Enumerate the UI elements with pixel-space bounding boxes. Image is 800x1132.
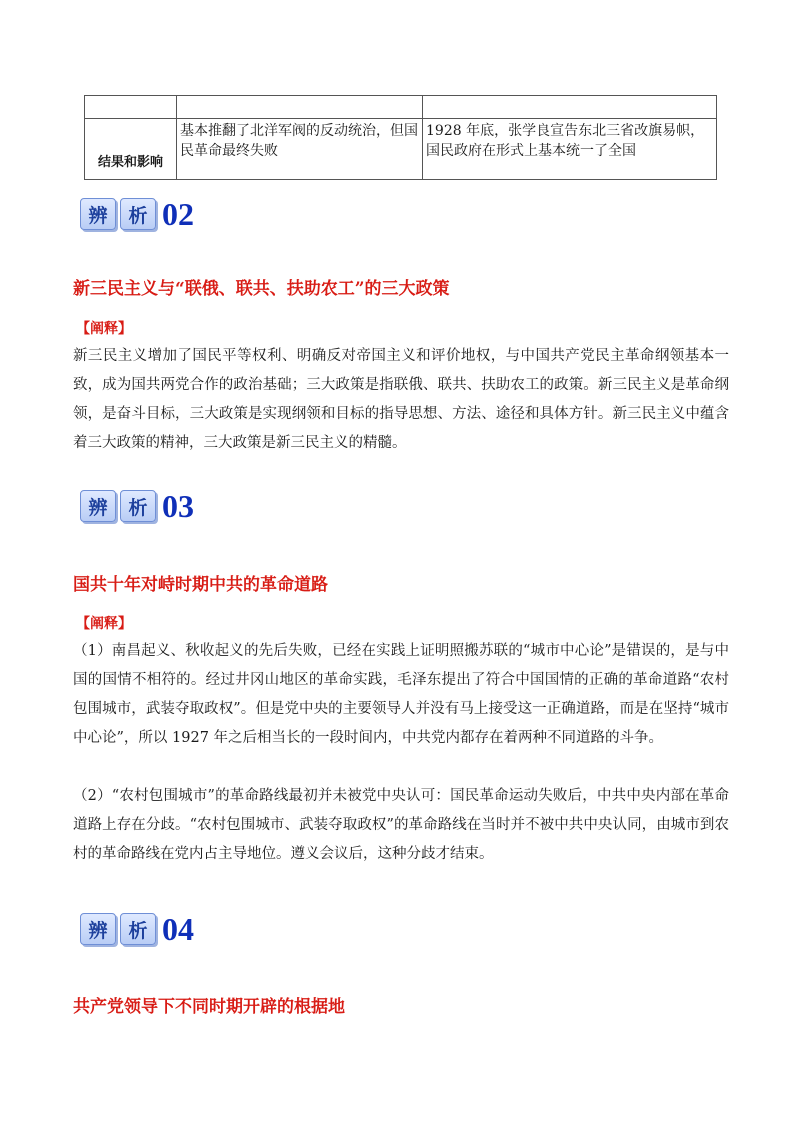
badge-char: 析: [120, 490, 156, 522]
table-cell: [423, 96, 717, 119]
badge-char: 辨: [80, 198, 116, 230]
section-badge-03: [80, 482, 194, 522]
badge-char: 析: [120, 198, 156, 230]
section-number: 04: [162, 911, 194, 947]
table-cell: [177, 96, 423, 119]
paragraph: （1）南昌起义、秋收起义的先后失败，已经在实践上证明照搬苏联的“城市中心论”是错误的，是与中国的国情不相符的。经过井冈山地区的革命实践，毛泽东提出了符合中国国情的正确的革命道路“农村包围城市，武装夺取政权”。但是党中央的主要领导人并没有马上接受这一正确道路，而是在坚持“城市中心论”，所以 1927 年之后相当长的一段时间内，中共党内都存在着两种不同道路的斗争。: [73, 643, 729, 746]
section-heading: 共产党领导下不同时期开辟的根据地: [73, 997, 345, 1017]
table-cell: 1928 年底，张学良宣告东北三省改旗易帜，国民政府在形式上基本统一了全国: [423, 119, 717, 180]
section-badge-02: [80, 190, 194, 230]
paragraph: （2）“农村包围城市”的革命路线最初并未被党中央认可：国民革命运动失败后，中共中央内部在革命道路上存在分歧。“农村包围城市、武装夺取政权”的革命路线在当时并不被中共中央认同，由城市到农村的革命路线在党内占主导地位。遵义会议后，这种分歧才结束。: [73, 788, 729, 862]
section-heading: 新三民主义与“联俄、联共、扶助农工”的三大政策: [73, 279, 450, 299]
paragraph: 新三民主义增加了国民平等权利、明确反对帝国主义和评价地权，与中国共产党民主革命纲领基本一致，成为国共两党合作的政治基础；三大政策是指联俄、联共、扶助农工的政策。新三民主义是革命纲领，是奋斗目标，三大政策是实现纲领和目标的指导思想、方法、途径和具体方针。新三民主义中蕴含着三大政策的精神，三大政策是新三民主义的精髓。: [73, 348, 729, 451]
table-cell: [85, 96, 177, 119]
section-heading: 国共十年对峙时期中共的革命道路: [73, 575, 328, 595]
table-cell: 基本推翻了北洋军阀的反动统治，但国民革命最终失败: [177, 119, 423, 180]
comparison-table: [84, 95, 717, 180]
table-row: [85, 96, 717, 119]
section-number: 02: [162, 196, 194, 232]
explanation-tag: 【阐释】: [76, 321, 132, 337]
table-row: [85, 119, 717, 180]
explanation-tag: 【阐释】: [76, 616, 132, 632]
badge-char: 析: [120, 913, 156, 945]
section-badge-04: [80, 905, 194, 945]
badge-char: 辨: [80, 913, 116, 945]
badge-char: 辨: [80, 490, 116, 522]
section-number: 03: [162, 488, 194, 524]
row-label-results: 结果和影响: [85, 119, 177, 180]
